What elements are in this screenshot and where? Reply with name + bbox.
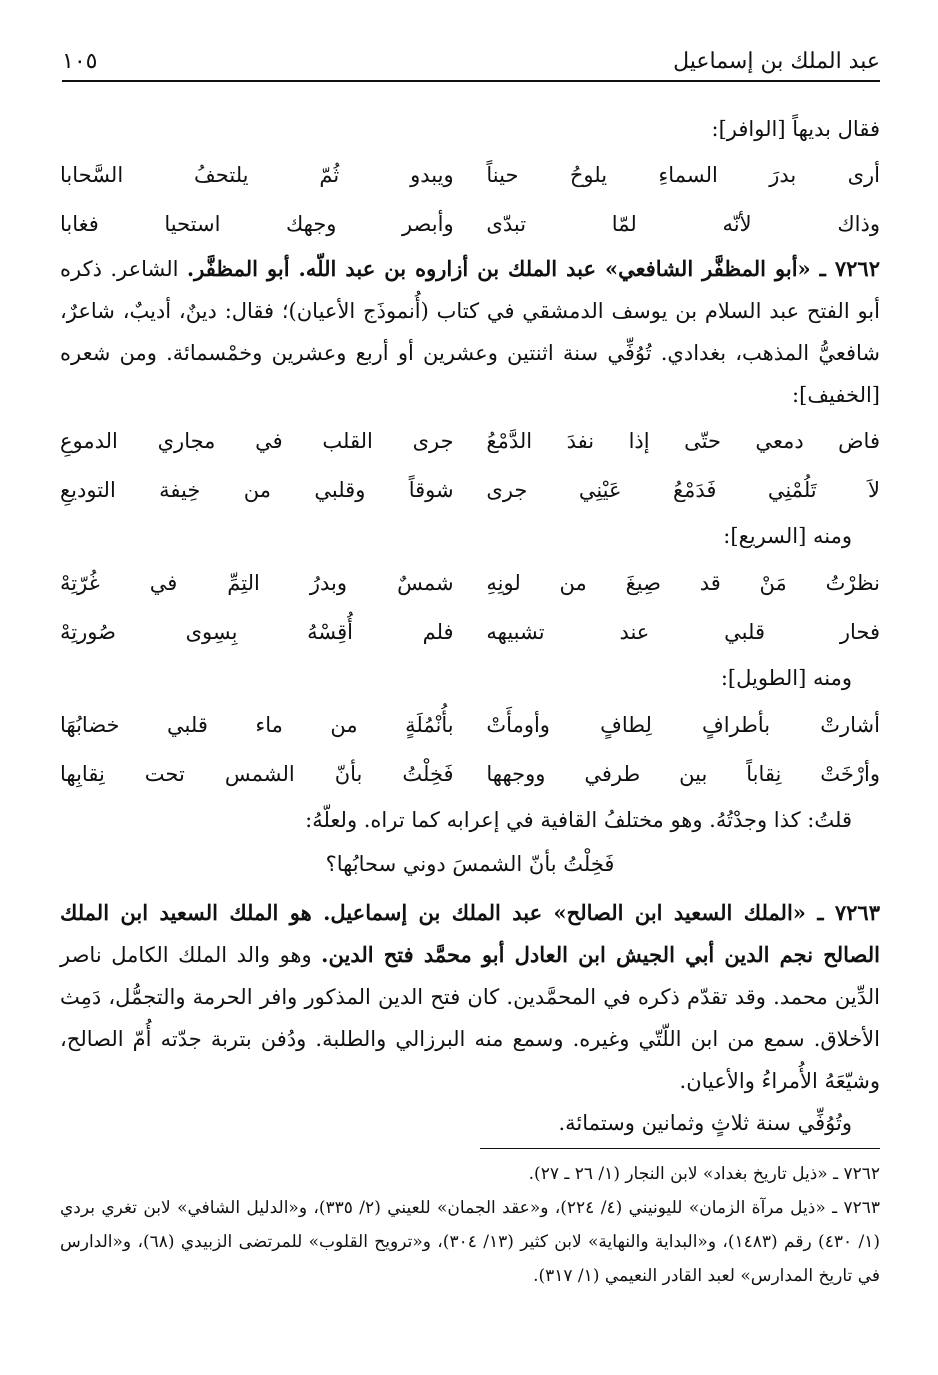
verse-first-hemistich: فاض دمعي حتّى إذا نفدَ الدَّمْعُ: [486, 428, 880, 453]
page-header: [62, 38, 880, 82]
footnote: ٧٢٦٣ ـ «ذيل مرآة الزمان» لليونيني (٤/ ٢٢٤)، و«عقد الجمان» للعيني (٢/ ٣٣٥)، و«الدليل الشافي» لابن تغري بردي (١/ ٤٣٠) رقم (١٤٨٣)، و«البداية والنهاية» لابن كثير (١٣/ ٣٠٤)، و«ترويح القلوب» للمرتضى الزبيدي (٦٨)، و«الدارس في تاريخ المدارس» لعبد القادر النعيمي (١/ ٣١٧).: [60, 1198, 880, 1286]
verse-first-hemistich: نظرْتُ مَنْ قد صِيغَ من لونِهِ: [486, 570, 880, 595]
verse-second-hemistich: بأُنْمُلَةٍ من ماء قلبي خضابُهَا: [60, 712, 454, 737]
verse-intro: ومنه [السريع]:: [723, 524, 852, 548]
entry-heading: ٧٢٦٣ ـ «الملك السعيد ابن الصالح» عبد الملك بن إسماعيل. هو الملك السعيد ابن الملك الصالح نجم الدين أبي الجيش ابن العادل أبو محمَّد فتح الدين.: [60, 900, 880, 967]
verse-second-hemistich: فَخِلْتُ بأنّ الشمس تحت نِقابِها: [60, 761, 454, 786]
verse-line: [60, 749, 880, 798]
verse-first-hemistich: وأرْخَتْ نِقاباً بين طرفي ووجهها: [486, 761, 880, 786]
editor-note: قلتُ: كذا وجدْتُهُ. وهو مختلفُ القافية في إعرابه كما تراه. ولعلّهُ:: [305, 808, 852, 832]
verse-line: [60, 150, 880, 199]
note-verse: فَخِلْتُ بأنّ الشمسَ دوني سحابُها؟: [325, 852, 615, 876]
verse-line: [60, 465, 880, 514]
entry-text: وهو والد الملك الكامل ناصر الدِّين محمد. وقد تقدّم ذكره في المحمَّدين. كان فتح الدين المذكور وافر الحرمة والتجمُّل، دَمِث الأخلاق. سمع من ابن اللّتّي وغيره. وسمع منه البرزالي والطلبة. ودُفن بتربة جدّته أُمّ الصالح، وشيّعَهُ الأُمراءُ والأعيان.: [60, 943, 880, 1093]
verse-line: [60, 416, 880, 465]
entry-death-line: وتُوُفِّي سنة ثلاثٍ وثمانين وستمائة.: [558, 1111, 852, 1135]
verse-second-hemistich: جرى القلب في مجاري الدموعِ: [60, 428, 454, 453]
verse-line: [60, 700, 880, 749]
verse-second-hemistich: وأبصر وجهك استحيا فغابا: [60, 211, 454, 236]
verse-intro: فقال بديهاً [الوافر]:: [711, 117, 880, 141]
verse-second-hemistich: ويبدو ثُمّ يلتحفُ السَّحابا: [60, 162, 454, 187]
entry-heading: ٧٢٦٢ ـ «أبو المظفَّر الشافعي» عبد الملك بن أزاروه بن عبد اللّه. أبو المظفَّر.: [186, 256, 880, 281]
footnote-divider: [480, 1148, 880, 1149]
footnotes: [60, 1148, 880, 1293]
verse-second-hemistich: فلم أُقِسْهُ بِسِوى صُورتِهْ: [60, 619, 454, 644]
footnote: ٧٢٦٢ ـ «ذيل تاريخ بغداد» لابن النجار (١/ ٢٦ ـ ٢٧).: [528, 1164, 880, 1184]
verse-line: [60, 558, 880, 607]
verse-first-hemistich: أرى بدرَ السماءِ يلوحُ حيناً: [486, 162, 880, 187]
verse-second-hemistich: شوقاً وقلبي من خِيفة التوديعِ: [60, 477, 454, 502]
verse-first-hemistich: فحار قلبي عند تشبيهه: [486, 619, 880, 644]
verse-line: [60, 607, 880, 656]
verse-line: [60, 199, 880, 248]
page-number: ١٠٥: [62, 49, 98, 74]
verse-first-hemistich: لاَ تَلُمْنِي فَدَمْعُ عَيْنِي جرى: [486, 477, 880, 502]
running-title: عبد الملك بن إسماعيل: [673, 49, 880, 74]
verse-second-hemistich: شمسٌ وبدرُ التِمِّ في غُرّتِهْ: [60, 570, 454, 595]
entry-text: الشاعر. ذكره أبو الفتح عبد السلام بن يوسف الدمشقي في كتاب (أُنموذَج الأعيان)؛ فقال: دينٌ، أديبٌ، شاعرٌ، شافعيُّ المذهب، بغدادي. تُوُفِّي سنة اثنتين وعشرين أو أربع وعشرين وخمْسمائة. ومن شعره [الخفيف]:: [60, 257, 880, 407]
entry-7262: [60, 248, 880, 416]
entry-7263: [60, 892, 880, 1102]
verse-first-hemistich: وذاك لأنّه لمّا تبدّى: [486, 211, 880, 236]
verse-first-hemistich: أشارتْ بأطرافٍ لِطافٍ وأومأَتْ: [486, 712, 880, 737]
page-body: [60, 108, 880, 1144]
verse-intro: ومنه [الطويل]:: [720, 666, 852, 690]
